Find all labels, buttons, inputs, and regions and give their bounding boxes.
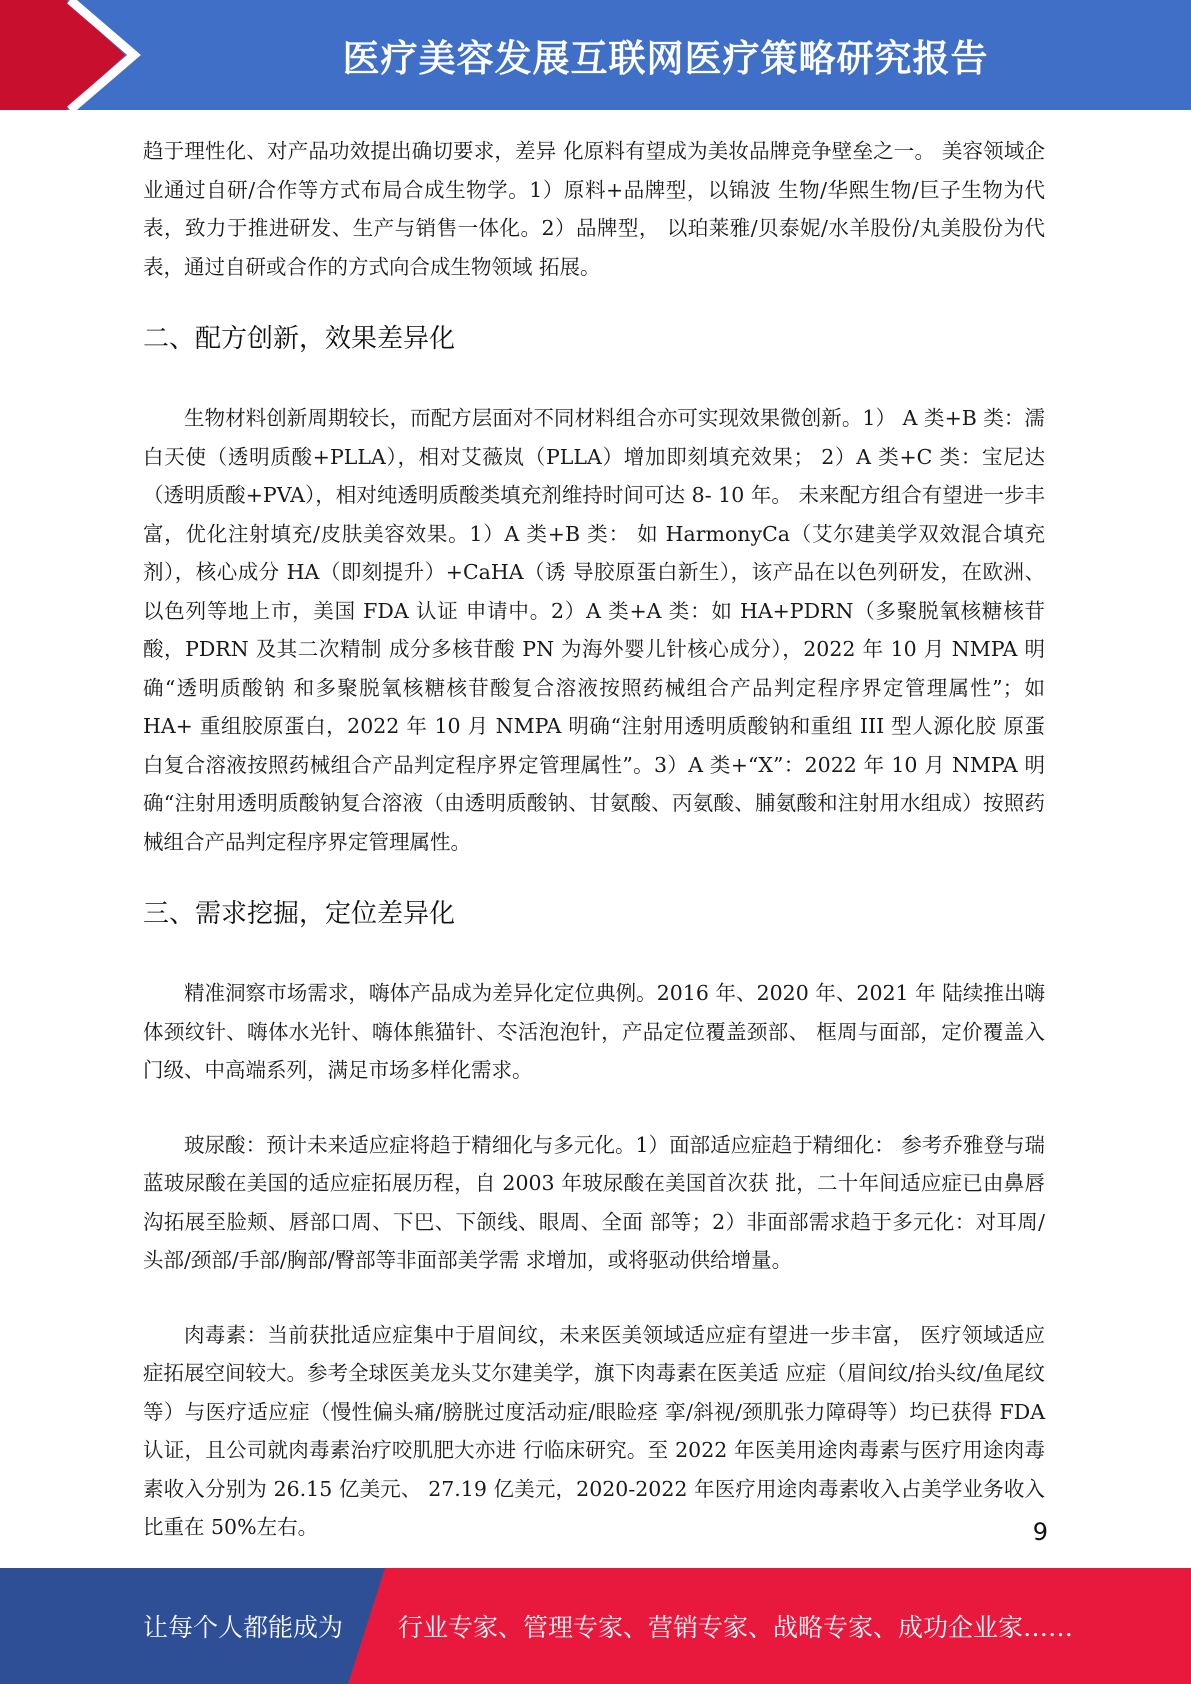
footer-slogan-left: 让每个人都能成为: [143, 1613, 344, 1642]
intro-paragraph: 趋于理性化、对产品功效提出确切要求，差异 化原料有望成为美妆品牌竞争壁垒之一。 美容领域企业通过自研/合作等方式布局合成生物学。1）原料+品牌型，以锦波 生物/华熙生物/巨子生物为代表，致力于推进研发、生产与销售一体化。2）品牌型， 以珀莱雅/贝泰妮/水羊股份/丸美股份为代表，通过自研或合作的方式向合成生物领域 拓展。: [143, 139, 1045, 279]
document-body: [143, 132, 1045, 1547]
page-header: [0, 0, 1191, 110]
page-number: 9: [1032, 1518, 1048, 1546]
footer-slogan-right: 行业专家、管理专家、营销专家、战略专家、成功企业家……: [398, 1613, 1074, 1642]
section-heading-demand-mining: 三、需求挖掘，定位差异化: [143, 899, 456, 929]
report-title: 医疗美容发展互联网医疗策略研究报告: [342, 37, 989, 80]
demand-paragraph-botulinum: 肉毒素：当前获批适应症集中于眉间纹，未来医美领域适应症有望进一步丰富， 医疗领域适应症拓展空间较大。参考全球医美龙头艾尔建美学，旗下肉毒素在医美适 应症（眉间纹/抬头纹/鱼尾纹等）与医疗适应症（慢性偏头痛/膀胱过度活动症/眼睑痉 挛/斜视/颈肌张力障碍等）均已获得 FDA 认证，且公司就肉毒素治疗咬肌肥大亦进 行临床研究。至 2022 年医美用途肉毒素与医疗用途肉毒素收入分别为 26.15 亿美元、 27.19 亿美元，2020-2022 年医疗用途肉毒素收入占美学业务收入比重在 50%左右。: [143, 1322, 1045, 1539]
formula-innovation-paragraph: 生物材料创新周期较长，而配方层面对不同材料组合亦可实现效果微创新。1） A 类+B 类：濡白天使（透明质酸+PLLA），相对艾薇岚（PLLA）增加即刻填充效果； 2）A 类+C 类：宝尼达（透明质酸+PVA），相对纯透明质酸类填充剂维持时间可达 8- 10 年。 未来配方组合有望进一步丰富，优化注射填充/皮肤美容效果。1）A 类+B 类： 如 HarmonyCa（艾尔建美学双效混合填充剂），核心成分 HA（即刻提升）+CaHA（诱 导胶原蛋白新生），该产品在以色列研发，在欧洲、以色列等地上市，美国 FDA 认证 申请中。2）A 类+A 类：如 HA+PDRN（多聚脱氧核糖核苷酸，PDRN 及其二次精制 成分多核苷酸 PN 为海外婴儿针核心成分），2022 年 10 月 NMPA 明确“透明质酸钠 和多聚脱氧核糖核苷酸复合溶液按照药械组合产品判定程序界定管理属性”；如 HA+ 重组胶原蛋白，2022 年 10 月 NMPA 明确“注射用透明质酸钠和重组 III 型人源化胶 原蛋白复合溶液按照药械组合产品判定程序界定管理属性”。3）A 类+“X”：2022 年 10 月 NMPA 明确“注射用透明质酸钠复合溶液（由透明质酸钠、甘氨酸、丙氨酸、脯氨酸和注射用水组成）按照药械组合产品判定程序界定管理属性。: [143, 406, 1045, 854]
section-heading-formula-innovation: 二、配方创新，效果差异化: [143, 324, 456, 354]
page-footer: [0, 1568, 1191, 1684]
demand-paragraph-hiti: 精准洞察市场需求，嗨体产品成为差异化定位典例。2016 年、2020 年、2021 年 陆续推出嗨体颈纹针、嗨体水光针、嗨体熊猫针、冭活泡泡针，产品定位覆盖颈部、 框周与面部，定价覆盖入门级、中高端系列，满足市场多样化需求。: [143, 981, 1045, 1082]
header-arrow-decoration: [0, 0, 150, 110]
demand-paragraph-hyaluronic: 玻尿酸：预计未来适应症将趋于精细化与多元化。1）面部适应症趋于精细化： 参考乔雅登与瑞蓝玻尿酸在美国的适应症拓展历程，自 2003 年玻尿酸在美国首次获 批，二十年间适应症已由鼻唇沟拓展至脸颊、唇部口周、下巴、下颌线、眼周、全面 部等；2）非面部需求趋于多元化：对耳周/头部/颈部/手部/胸部/臀部等非面部美学需 求增加，或将驱动供给增量。: [143, 1132, 1045, 1272]
